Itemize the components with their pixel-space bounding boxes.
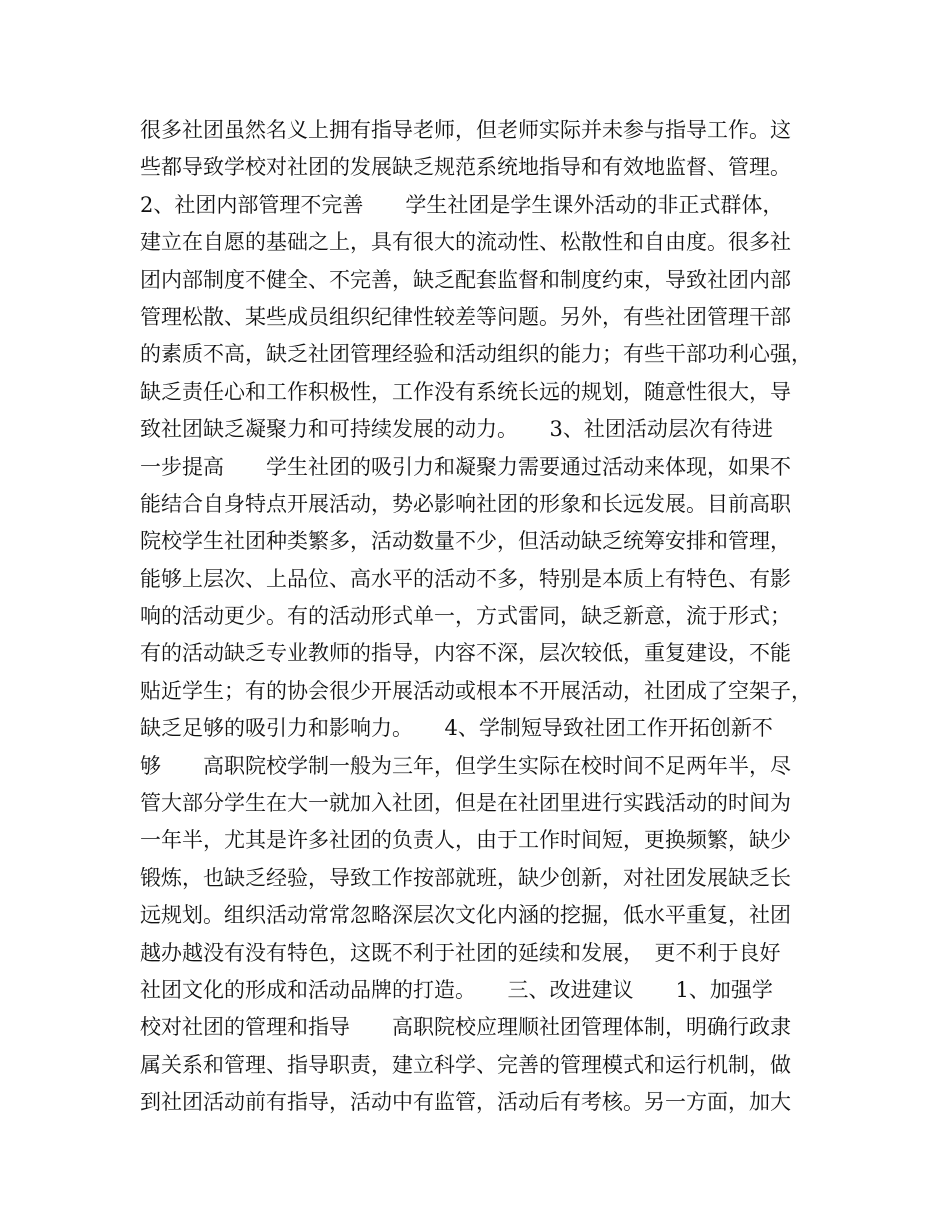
text-line: 能结合自身特点开展活动，势必影响社团的形象和长远发展。目前高职 bbox=[140, 491, 791, 516]
text-line: 管理松散、某些成员组织纪律性较差等问题。另外，有些社团管理干部 bbox=[140, 304, 791, 329]
body-text bbox=[140, 112, 840, 1122]
text-line: 到社团活动前有指导，活动中有监管，活动后有考核。另一方面，加大 bbox=[140, 1090, 791, 1115]
text-line: 2、社团内部管理不完善 学生社团是学生课外活动的非正式群体， bbox=[140, 192, 784, 217]
text-line: 远规划。组织活动常常忽略深层次文化内涵的挖掘，低水平重复，社团 bbox=[140, 903, 791, 928]
text-line: 越办越没有没有特色，这既不利于社团的延续和发展， 更不利于良好 bbox=[140, 940, 781, 965]
text-line: 能够上层次、上品位、高水平的活动不多，特别是本质上有特色、有影 bbox=[140, 566, 791, 591]
text-line: 够 高职院校学制一般为三年，但学生实际在校时间不足两年半，尽 bbox=[140, 753, 791, 778]
text-line: 些都导致学校对社团的发展缺乏规范系统地指导和有效地监督、管理。 bbox=[140, 155, 791, 180]
text-line: 一步提高 学生社团的吸引力和凝聚力需要通过活动来体现，如果不 bbox=[140, 454, 791, 479]
text-line: 一年半，尤其是许多社团的负责人，由于工作时间短，更换频繁，缺少 bbox=[140, 828, 791, 853]
text-line: 致社团缺乏凝聚力和可持续发展的动力。 3、社团活动层次有待进 bbox=[140, 417, 773, 442]
text-line: 贴近学生；有的协会很少开展活动或根本不开展活动，社团成了空架子， bbox=[140, 678, 812, 703]
text-line: 校对社团的管理和指导 高职院校应理顺社团管理体制，明确行政隶 bbox=[140, 1015, 791, 1040]
text-line: 的素质不高，缺乏社团管理经验和活动组织的能力；有些干部功利心强， bbox=[140, 342, 812, 367]
text-line: 建立在自愿的基础之上，具有很大的流动性、松散性和自由度。很多社 bbox=[140, 230, 791, 255]
text-line: 锻炼，也缺乏经验，导致工作按部就班，缺少创新，对社团发展缺乏长 bbox=[140, 865, 791, 890]
text-line: 团内部制度不健全、不完善，缺乏配套监督和制度约束，导致社团内部 bbox=[140, 267, 791, 292]
text-line: 属关系和管理、指导职责，建立科学、完善的管理模式和运行机制，做 bbox=[140, 1052, 791, 1077]
text-line: 院校学生社团种类繁多，活动数量不少，但活动缺乏统筹安排和管理， bbox=[140, 529, 791, 554]
text-line: 有的活动缺乏专业教师的指导，内容不深，层次较低，重复建设，不能 bbox=[140, 641, 791, 666]
text-line: 很多社团虽然名义上拥有指导老师，但老师实际并未参与指导工作。这 bbox=[140, 118, 791, 142]
text-line: 缺乏责任心和工作积极性，工作没有系统长远的规划，随意性很大，导 bbox=[140, 379, 791, 404]
text-line: 社团文化的形成和活动品牌的打造。 三、改进建议 1、加强学 bbox=[140, 977, 773, 1002]
text-line: 缺乏足够的吸引力和影响力。 4、学制短导致社团工作开拓创新不 bbox=[140, 716, 773, 741]
text-line: 响的活动更少。有的活动形式单一，方式雷同，缺乏新意，流于形式； bbox=[140, 604, 791, 629]
text-line: 管大部分学生在大一就加入社团，但是在社团里进行实践活动的时间为 bbox=[140, 791, 791, 816]
